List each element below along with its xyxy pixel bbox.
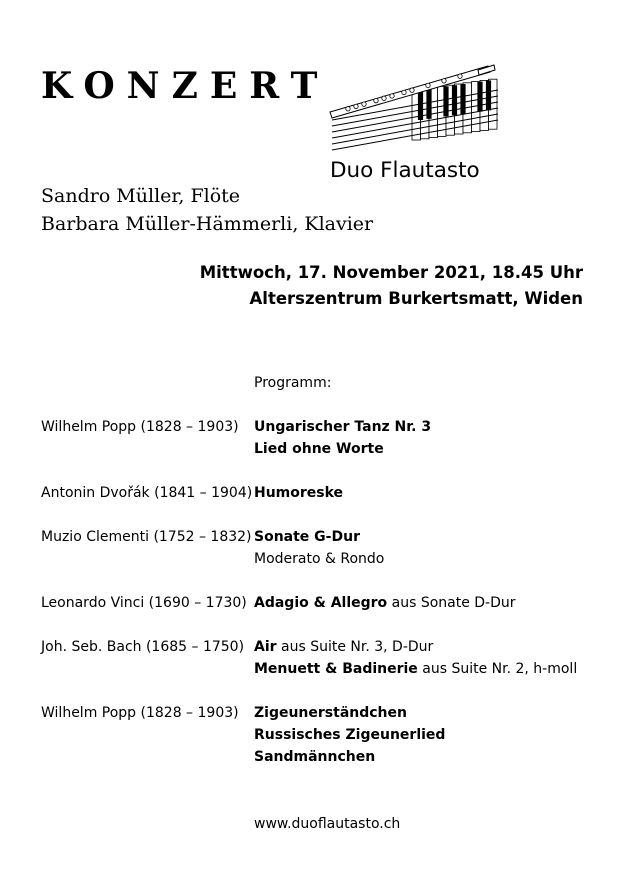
work-title [254,746,375,768]
work-title [254,724,445,746]
event-date: Mittwoch, 17. November 2021, 18.45 Uhr [199,263,583,282]
page-title: KONZERT [41,65,330,107]
work-title [254,416,431,438]
composer: Wilhelm Popp (1828 – 1903) [41,705,239,721]
work-title [254,438,384,460]
event-venue: Alterszentrum Burkertsmatt, Widen [249,289,583,308]
work-title [254,658,577,680]
work-title [254,548,384,570]
work-name: Air [254,639,277,655]
work-detail: Moderato & Rondo [254,551,385,567]
work-title [254,526,360,548]
performer-flute: Sandro Müller, Flöte [41,185,241,207]
composer: Leonardo Vinci (1690 – 1730) [41,595,247,611]
work-name: Zigeunerständchen [254,705,407,721]
composer: Antonin Dvořák (1841 – 1904) [41,485,253,501]
work-name: Sonate G-Dur [254,529,360,545]
work-detail: aus Suite Nr. 2, h-moll [417,661,578,677]
flute-piano-logo-icon [328,62,500,156]
work-name: Russisches Zigeunerlied [254,727,446,743]
composer: Muzio Clementi (1752 – 1832) [41,529,252,545]
work-name: Ungarischer Tanz Nr. 3 [254,419,432,435]
work-title [254,592,516,614]
website-link[interactable]: www.duoflautasto.ch [254,816,401,832]
work-name: Humoreske [254,485,344,501]
performer-piano: Barbara Müller-Hämmerli, Klavier [41,213,374,235]
work-name: Adagio & Allegro [254,595,388,611]
program-label: Programm: [254,375,332,391]
work-name: Menuett & Badinerie [254,661,418,677]
composer: Joh. Seb. Bach (1685 – 1750) [41,639,245,655]
work-name: Lied ohne Worte [254,441,384,457]
work-detail: aus Sonate D-Dur [387,595,516,611]
composer: Wilhelm Popp (1828 – 1903) [41,419,239,435]
work-detail: aus Suite Nr. 3, D-Dur [276,639,434,655]
work-name: Sandmännchen [254,749,376,765]
logo-text: Duo Flautasto [330,158,480,183]
work-title [254,482,343,504]
work-title [254,702,407,724]
work-title [254,636,433,658]
